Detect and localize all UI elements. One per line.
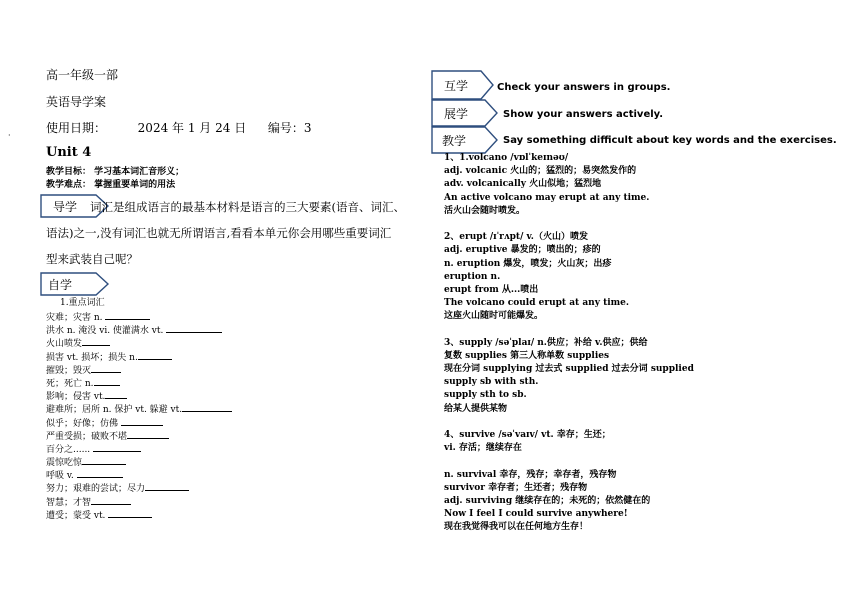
teaching-goal: 教学目标： 学习基本词汇音形义； [46,167,185,177]
note-line: 复数 supplies 第三人称单数 supplies [444,350,610,361]
note-line: The volcano could erupt at any time. [444,298,630,309]
vocab-item: 摧毁；毁灭 [46,363,232,376]
section-tag-huxue [431,70,501,100]
vocab-item: 努力；艰难的尝试；尽力 [46,481,232,494]
section-tag-jiaoxue [431,126,501,154]
course-label: 英语导学案 [46,95,107,109]
word-notes [444,152,694,534]
note-line: 1、1.volcano /vɒlˈkeɪnəʊ/ [444,153,569,163]
vocab-item: 避难所；居所 n. 保护 vt. 躲避 vt. [46,402,232,415]
note-line: 4、survive /səˈvaɪv/ vt. 幸存；生还； [444,429,611,440]
note-line: adj. eruptive 暴发的；喷出的；疹的 [444,245,601,256]
note-line: 2、erupt /ɪˈrʌpt/ v.（火山）喷发 [444,232,588,243]
zhanxue-instruction: Show your answers actively. [503,109,664,120]
section-tag-zhanxue [431,99,501,127]
intro-line-1: 词汇是组成语言的最基本材料是语言的三大要素(语音、词汇、 [90,200,405,214]
intro-line-3: 型来武装自己呢？ [46,252,138,266]
vocab-item: 死；死亡 n. [46,376,232,389]
vocab-item: 震惊吃惊 [46,455,232,468]
note-line: 现在我觉得我可以在任何地方生存！ [444,522,589,533]
tag-label: 互学 [444,79,469,93]
number-label: 编号：3 [267,121,312,135]
tag-label: 导学 [53,200,78,214]
note-line: adv. volcanically 火山似地；猛烈地 [444,179,602,190]
vocab-item: 呼吸 v. [46,468,232,481]
note-line [444,218,694,231]
vocab-item: 遭受；蒙受 vt. [46,508,232,521]
vocab-list [46,310,232,521]
unit-title: Unit 4 [46,145,92,160]
note-line: survivor 幸存者；生还者；残存物 [444,482,588,493]
note-line: 这座火山随时可能爆发。 [444,311,544,322]
vocab-heading: 1.重点词汇 [60,298,105,308]
note-line: supply sb with sth. [444,377,539,388]
vocab-item: 智慧；才智 [46,495,232,508]
tag-label: 展学 [444,107,469,121]
tag-label: 教学 [442,134,467,148]
note-line [444,323,694,336]
huxue-instruction: Check your answers in groups. [497,82,671,93]
teaching-difficulty: 教学难点： 掌握重要单词的用法 [46,180,176,190]
note-line [444,416,694,429]
note-line [444,455,694,468]
note-line: vi. 存活；继续存在 [444,443,522,454]
margin-dot: · [8,131,11,140]
note-line: n. eruption 爆发，喷发；火山灰；出疹 [444,258,612,269]
note-line: An active volcano may erupt at any time. [444,192,650,203]
note-line: 3、supply /səˈplaɪ/ n.供应；补给 v.供应；供给 [444,337,648,348]
grade-label: 高一年级一部 [46,68,119,82]
note-line: eruption n. [444,271,501,282]
note-line: adj. surviving 继续存在的；未死的；依然健在的 [444,495,651,506]
date-value: 2024 年 1 月 24 日 [137,121,247,135]
note-line: 现在分词 supplying 过去式 supplied 过去分词 supplied [444,364,694,374]
tag-label: 自学 [48,278,73,292]
note-line: 给某人提供某物 [444,403,508,414]
intro-line-2: 语法)之一,没有词汇也就无所谓语言,看看本单元你会用哪些重要词汇 [46,226,392,240]
vocab-item: 灾难；灾害 n. [46,310,232,323]
note-line: Now I feel I could survive anywhere! [444,509,628,520]
vocab-item: 洪水 n. 淹没 vi. 使灌满水 vt. [46,323,232,336]
vocab-item: 百分之...... [46,442,232,455]
note-line: adj. volcanic 火山的；猛烈的；易突然发作的 [444,166,637,177]
date-row [46,119,312,136]
jiaoxue-instruction: Say something difficult about key words and the exercises. [503,135,837,146]
note-line: n. survival 幸存，残存；幸存者，残存物 [444,469,617,480]
date-label: 使用日期： [46,121,107,135]
note-line: 活火山会随时喷发。 [444,205,526,216]
vocab-item: 严重受损；破败不堪 [46,429,232,442]
vocab-item: 火山喷发 [46,336,232,349]
section-tag-zixue [40,272,110,296]
note-line: supply sth to sb. [444,390,527,401]
vocab-item: 损害 vt. 损坏；损失 n. [46,350,232,363]
vocab-item: 似乎；好像；仿佛 [46,416,232,429]
note-line: erupt from 从...喷出 [444,284,539,295]
vocab-item: 影响；侵害 vt. [46,389,232,402]
